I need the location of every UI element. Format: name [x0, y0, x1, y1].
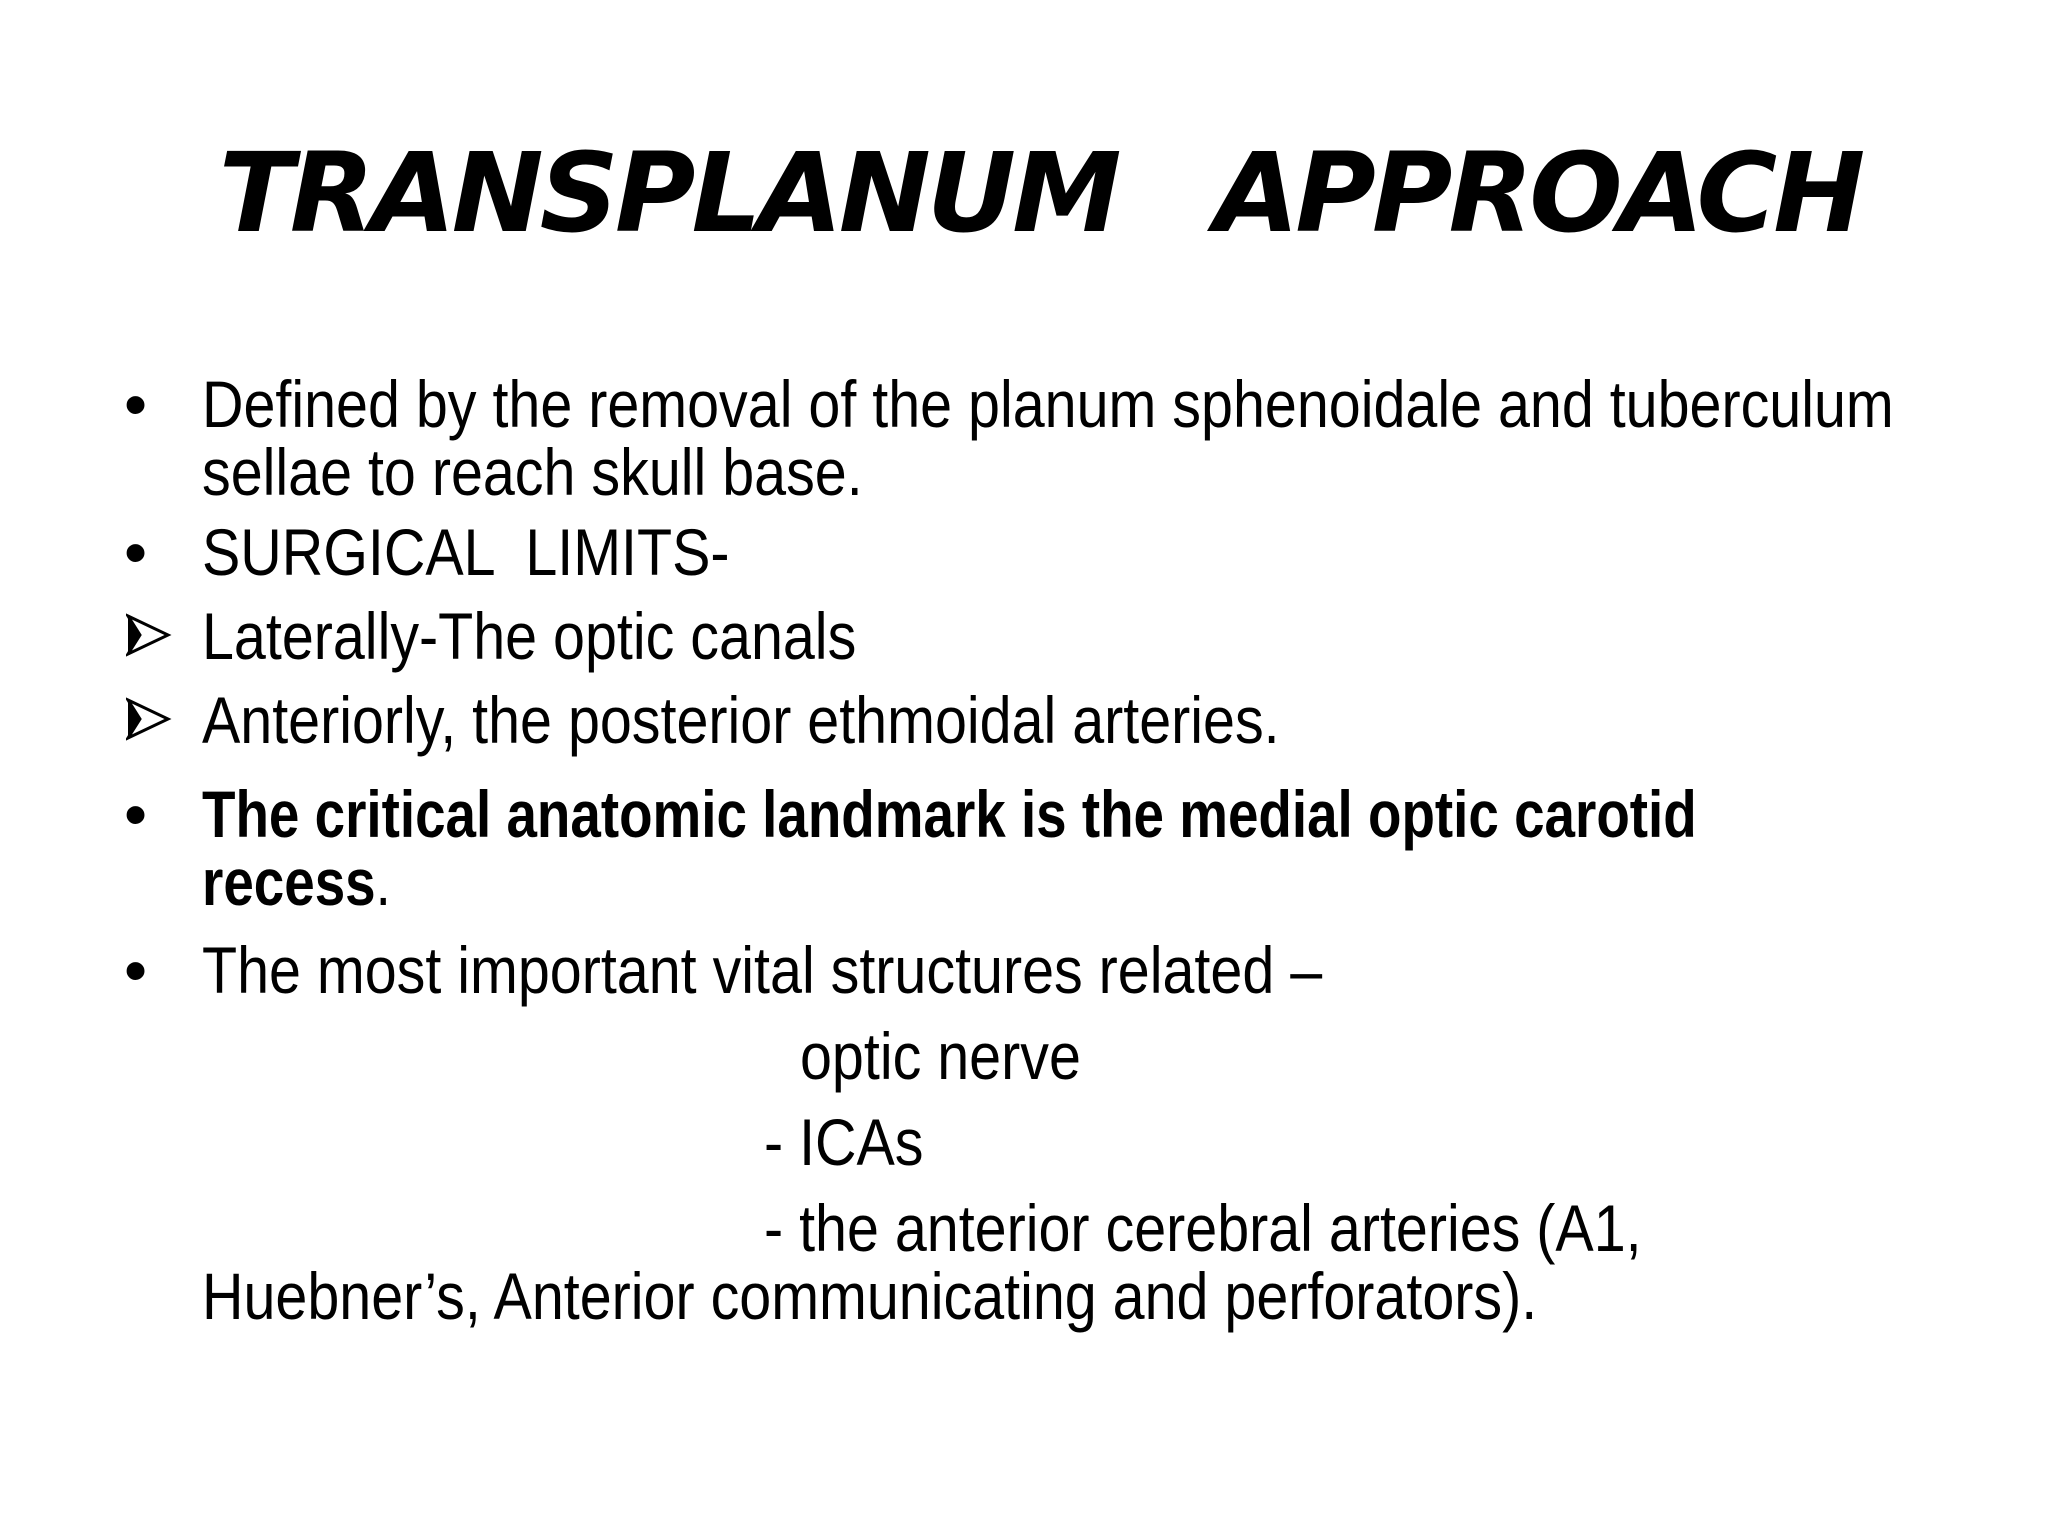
bold-term: recess: [202, 845, 376, 919]
bullet-icon: •: [124, 933, 148, 1007]
structure-item: - the anterior cerebral arteries (A1,: [764, 1191, 1642, 1265]
bullet-icon: •: [124, 367, 148, 441]
arrow-bullet-icon: [126, 696, 172, 747]
bullet-icon: •: [124, 515, 148, 589]
arrow-bullet-icon: [126, 612, 172, 663]
arrow-item-text: Anteriorly, the posterior ethmoidal arteries.: [202, 683, 1280, 757]
bullet-text: Defined by the removal of the planum sphenoidale and tuberculum: [202, 367, 1894, 441]
bullet-text: The most important vital structures related –: [202, 933, 1323, 1007]
bullet-icon: •: [124, 777, 148, 851]
punctuation: .: [375, 845, 391, 919]
bullet-text: SURGICAL LIMITS-: [202, 515, 730, 589]
structure-item: optic nerve: [800, 1019, 1081, 1093]
structure-item: - ICAs: [764, 1105, 924, 1179]
slide-title: TRANSPLANUM APPROACH: [218, 129, 1862, 257]
bullet-text-continuation: sellae to reach skull base.: [202, 435, 863, 509]
bullet-text-continuation: [202, 845, 391, 919]
structure-item-continuation: Huebner’s, Anterior communicating and perforators).: [202, 1259, 1538, 1333]
arrow-item-text: Laterally-The optic canals: [202, 599, 857, 673]
bullet-text-bold: The critical anatomic landmark is the medial optic carotid: [202, 777, 1697, 851]
